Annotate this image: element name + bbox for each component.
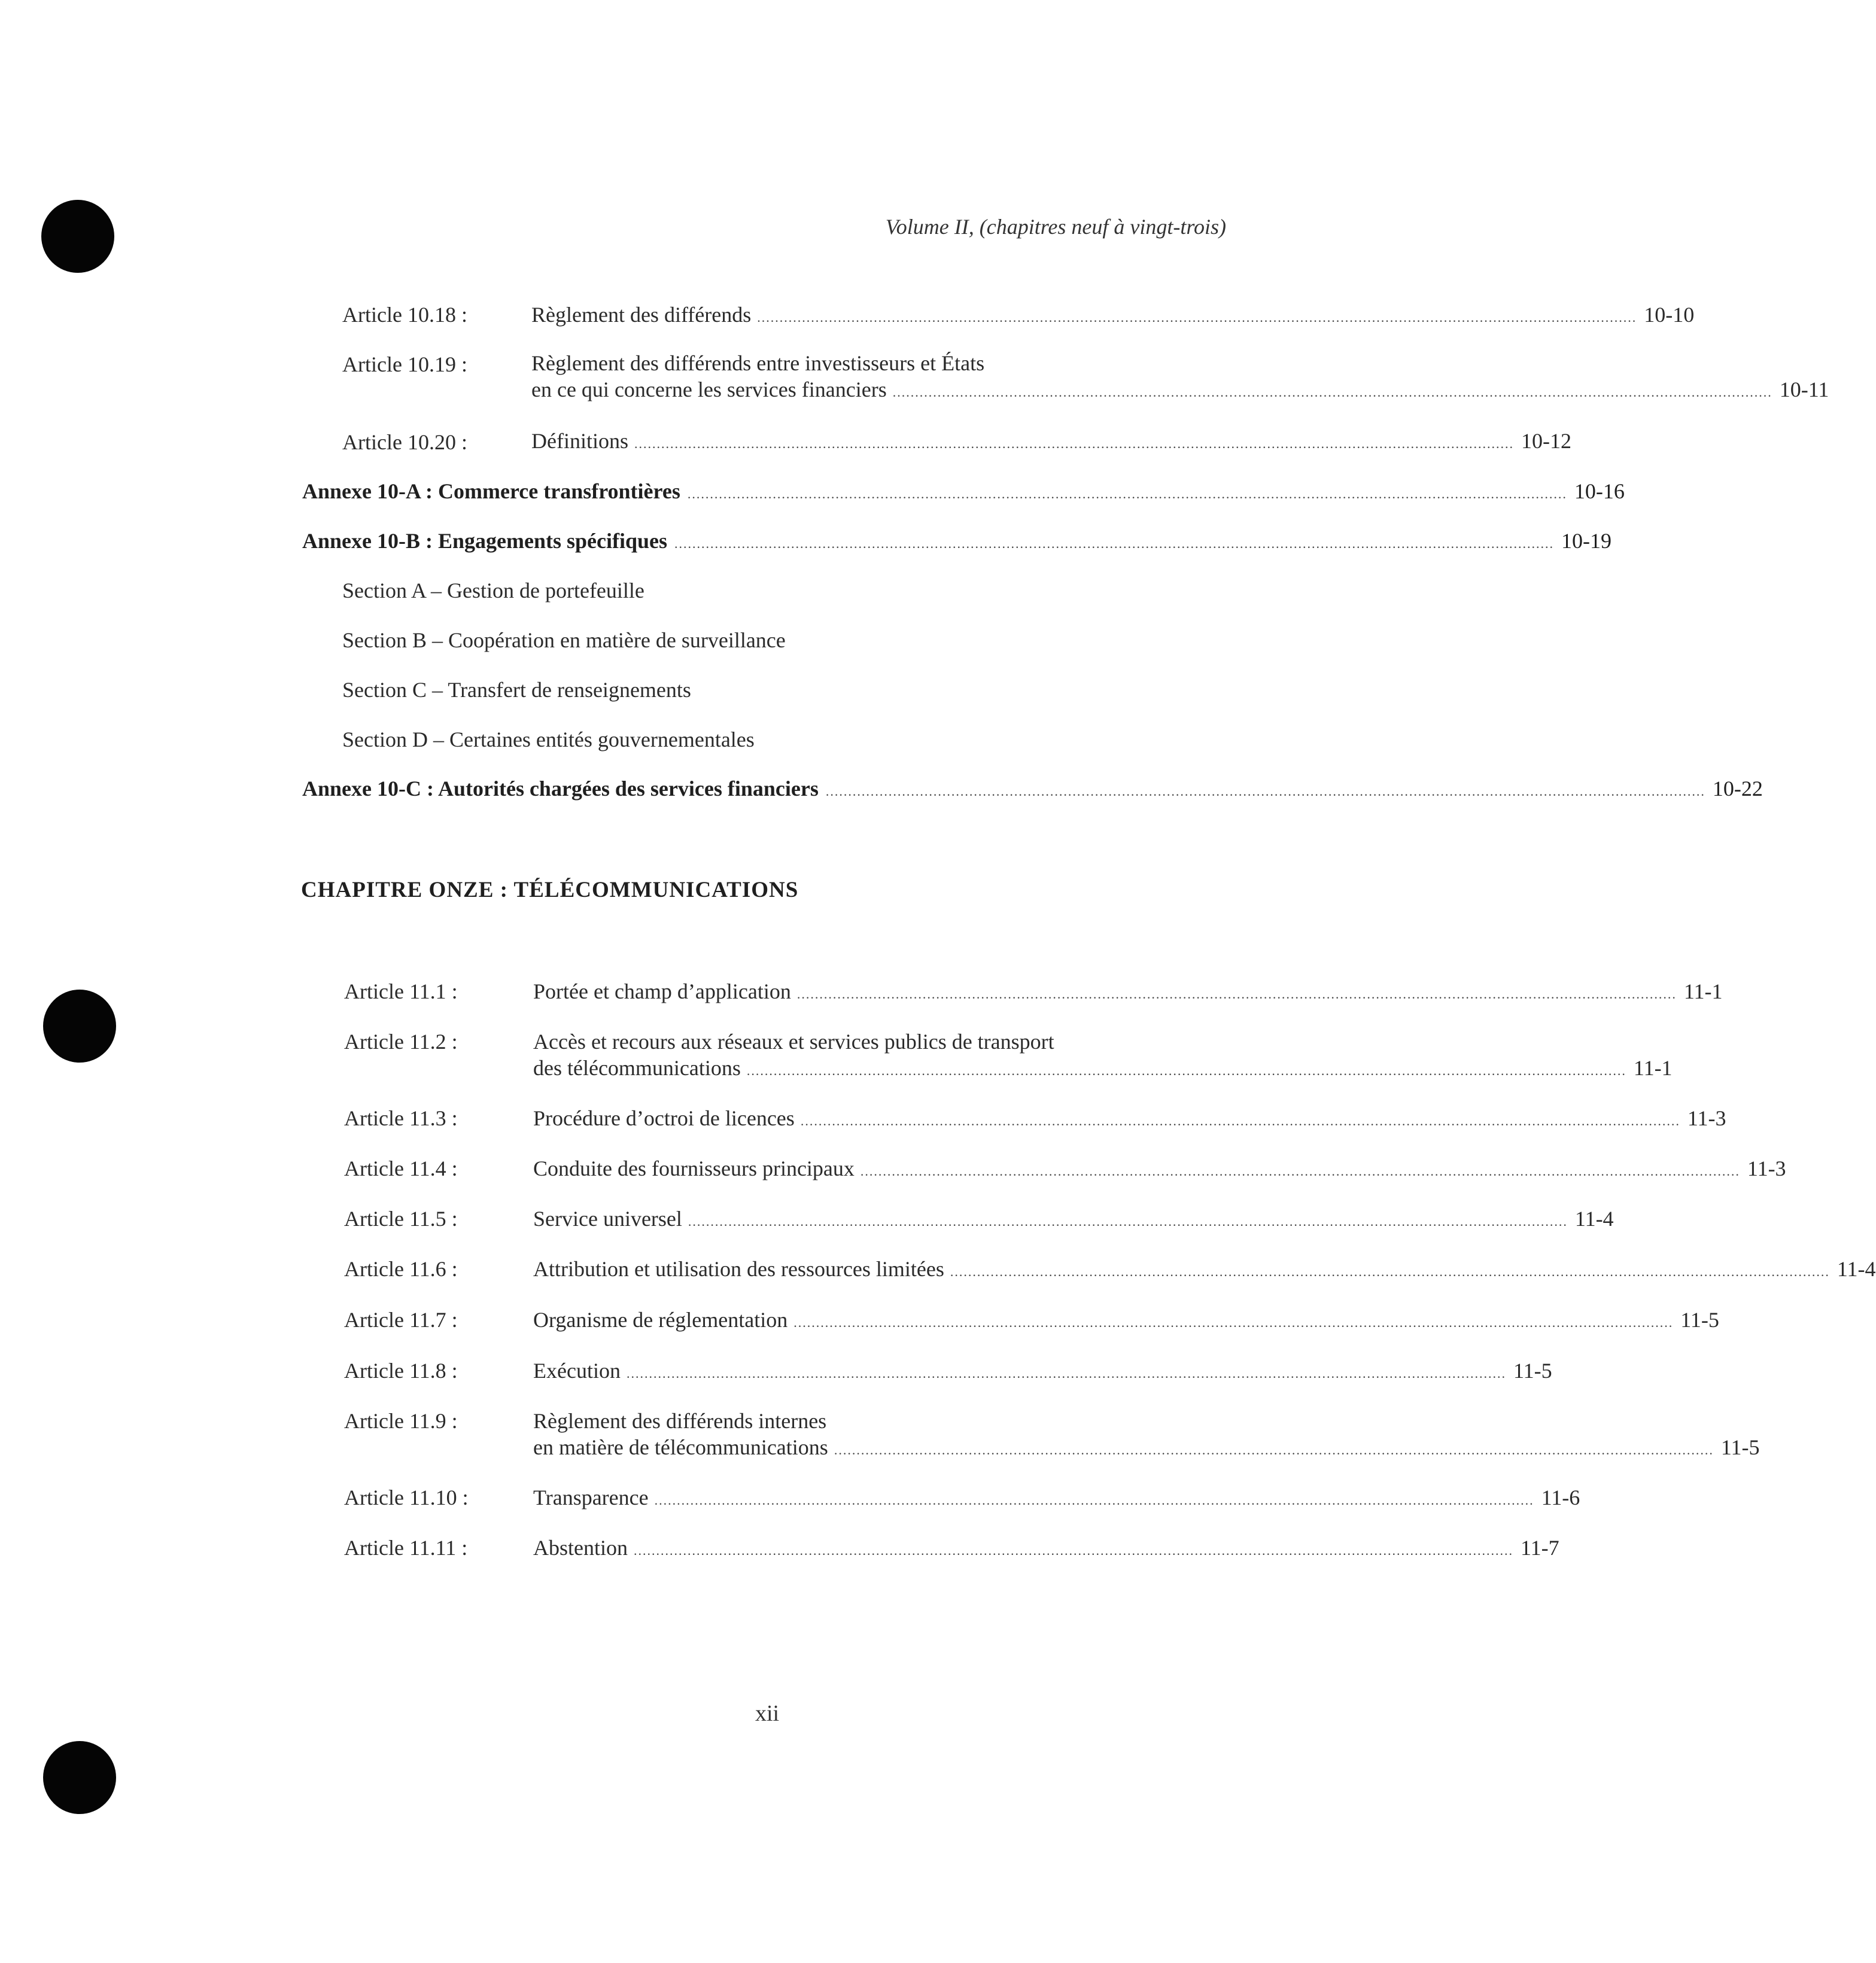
section-item[interactable]: Section C – Transfert de renseignements — [342, 678, 691, 702]
article-label: Article 10.19 : — [342, 352, 467, 376]
article-title-line1: Règlement des différends entre investisseurs et États — [531, 351, 985, 375]
article-label: Article 11.6 : — [344, 1257, 458, 1281]
leader-dots: .................................................................................................................................................................................................... — [634, 1543, 1513, 1558]
page-ref: 11-5 — [1513, 1359, 1552, 1383]
article-title: Abstention — [533, 1536, 628, 1560]
annexe-entry[interactable] — [302, 479, 1625, 504]
leader-dots: .................................................................................................................................................................................................... — [688, 1214, 1568, 1229]
chapter-heading: CHAPITRE ONZE : TÉLÉCOMMUNICATIONS — [301, 878, 799, 902]
section-item[interactable]: Section D – Certaines entités gouvernementales — [342, 728, 755, 751]
article-label: Article 11.1 : — [344, 979, 458, 1003]
article-label: Article 11.9 : — [344, 1409, 458, 1433]
article-label: Article 10.20 : — [342, 430, 467, 454]
article-title: Service universel — [533, 1207, 682, 1231]
leader-dots: .................................................................................................................................................................................................... — [950, 1264, 1830, 1279]
entry-line — [533, 1435, 1760, 1460]
page-ref: 11-5 — [1720, 1435, 1760, 1459]
article-label: Article 11.11 : — [344, 1536, 468, 1560]
page-ref: 11-1 — [1633, 1056, 1673, 1080]
leader-dots: .................................................................................................................................................................................................... — [796, 987, 1677, 1002]
entry-line — [533, 1206, 1614, 1231]
entry-line — [533, 1256, 1876, 1282]
article-label: Article 11.7 : — [344, 1308, 458, 1332]
entry-line — [531, 377, 1829, 402]
section-item[interactable]: Section B – Coopération en matière de surveillance — [342, 628, 786, 652]
article-title: en matière de télécommunications — [533, 1435, 828, 1459]
annexe-title: Annexe 10-A : Commerce transfrontières — [302, 479, 680, 503]
article-title: Attribution et utilisation des ressources limitées — [533, 1257, 944, 1281]
article-title: Organisme de réglementation — [533, 1308, 788, 1332]
binder-hole-top — [41, 200, 114, 273]
article-label: Article 11.5 : — [344, 1207, 458, 1231]
article-title: Règlement des différends — [531, 303, 752, 327]
article-label: Article 11.8 : — [344, 1359, 458, 1383]
leader-dots: .................................................................................................................................................................................................... — [746, 1063, 1626, 1078]
entry-line — [533, 1358, 1552, 1383]
article-label: Article 10.18 : — [342, 303, 467, 327]
annexe-entry[interactable] — [302, 528, 1612, 553]
page-ref: 10-19 — [1561, 529, 1612, 553]
article-title: Transparence — [533, 1486, 649, 1509]
page-ref: 11-5 — [1680, 1308, 1719, 1332]
article-title: des télécommunications — [533, 1056, 741, 1080]
article-label: Article 11.2 : — [344, 1030, 458, 1054]
article-title-line1: Règlement des différends internes — [533, 1409, 827, 1433]
annexe-entry[interactable] — [302, 776, 1763, 801]
leader-dots: .................................................................................................................................................................................................... — [626, 1366, 1506, 1381]
leader-dots: .................................................................................................................................................................................................... — [793, 1315, 1674, 1330]
page-ref: 11-4 — [1574, 1207, 1614, 1231]
leader-dots: .................................................................................................................................................................................................... — [757, 310, 1637, 325]
article-title-line1: Accès et recours aux réseaux et services publics de transport — [533, 1030, 1054, 1054]
article-title: Conduite des fournisseurs principaux — [533, 1157, 855, 1180]
leader-dots: .................................................................................................................................................................................................... — [687, 486, 1567, 501]
article-title: Exécution — [533, 1359, 621, 1383]
entry-line — [533, 979, 1723, 1004]
leader-dots: .................................................................................................................................................................................................... — [674, 536, 1554, 551]
running-head: Volume II, (chapitres neuf à vingt-trois) — [885, 215, 1226, 239]
page-ref: 10-12 — [1521, 429, 1571, 453]
entry-line — [533, 1307, 1719, 1332]
page-ref: 10-11 — [1779, 378, 1829, 401]
article-title: Procédure d’octroi de licences — [533, 1106, 795, 1130]
entry-line — [533, 1106, 1726, 1131]
binder-hole-middle — [43, 990, 116, 1063]
page-ref: 10-22 — [1712, 777, 1763, 801]
entry-line — [533, 1535, 1559, 1560]
leader-dots: .................................................................................................................................................................................................... — [800, 1113, 1680, 1128]
annexe-title: Annexe 10-B : Engagements spécifiques — [302, 529, 667, 553]
article-title: Portée et champ d’application — [533, 979, 791, 1003]
article-title: en ce qui concerne les services financiers — [531, 378, 887, 401]
leader-dots: .................................................................................................................................................................................................... — [892, 385, 1772, 400]
annexe-title: Annexe 10-C : Autorités chargées des services financiers — [302, 777, 819, 801]
leader-dots: .................................................................................................................................................................................................... — [860, 1164, 1740, 1179]
page-ref: 10-16 — [1574, 479, 1625, 503]
page-number: xii — [755, 1701, 780, 1726]
page-ref: 11-7 — [1521, 1536, 1559, 1560]
article-label: Article 11.10 : — [344, 1486, 469, 1509]
leader-dots: .................................................................................................................................................................................................... — [634, 436, 1514, 451]
leader-dots: .................................................................................................................................................................................................... — [654, 1493, 1534, 1508]
page-ref: 11-4 — [1837, 1257, 1876, 1281]
section-item[interactable]: Section A – Gestion de portefeuille — [342, 579, 644, 602]
article-label: Article 11.4 : — [344, 1157, 458, 1180]
page-ref: 11-3 — [1687, 1106, 1726, 1130]
entry-line — [531, 302, 1695, 327]
entry-line — [531, 428, 1571, 454]
entry-line — [533, 1485, 1580, 1510]
page-ref: 11-1 — [1683, 979, 1723, 1003]
article-title: Définitions — [531, 429, 628, 453]
entry-line — [533, 1055, 1673, 1081]
entry-line — [533, 1156, 1786, 1181]
page-ref: 11-3 — [1747, 1157, 1786, 1180]
leader-dots: .................................................................................................................................................................................................... — [825, 784, 1705, 799]
article-label: Article 11.3 : — [344, 1106, 458, 1130]
binder-hole-bottom — [43, 1741, 116, 1814]
page-ref: 11-6 — [1541, 1486, 1580, 1509]
page-ref: 10-10 — [1644, 303, 1695, 327]
leader-dots: .................................................................................................................................................................................................... — [834, 1442, 1714, 1457]
